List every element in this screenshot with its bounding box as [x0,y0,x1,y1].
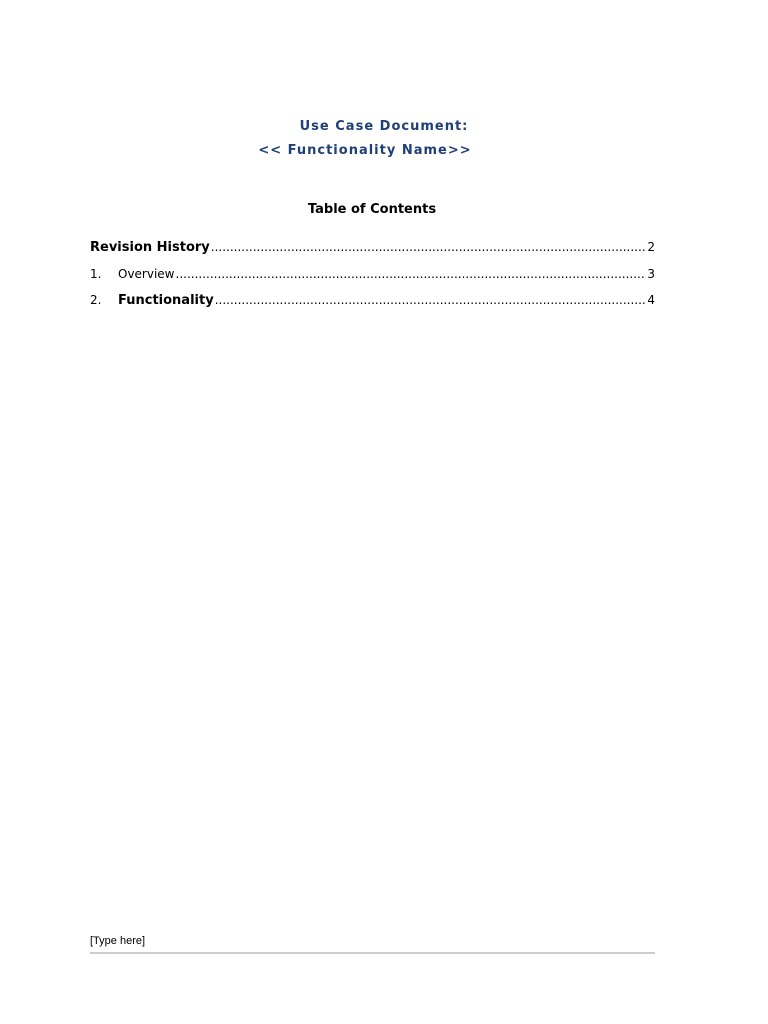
toc-entry-overview[interactable] [90,267,655,281]
toc-entry-revision-history[interactable] [90,240,655,255]
toc-entry-label: Overview [118,267,175,281]
toc-entry-page: 3 [647,267,655,281]
toc-entry-number: 1. [90,267,102,281]
document-title: Use Case Document: [299,119,469,134]
toc-entry-page: 4 [647,293,655,307]
toc-entry-label: Revision History [90,240,210,255]
footer-placeholder[interactable]: [Type here] [90,935,146,947]
toc-entry-page: 2 [647,240,655,254]
document-subtitle: << Functionality Name>> [258,143,472,158]
toc-heading: Table of Contents [307,202,437,217]
footer-divider [90,952,655,954]
toc-entry-functionality[interactable] [90,293,655,308]
toc-leader-dots [176,267,647,281]
toc-entry-label: Functionality [118,293,214,308]
toc-entry-number: 2. [90,293,102,307]
toc-leader-dots [215,293,647,307]
toc-leader-dots [211,240,647,254]
